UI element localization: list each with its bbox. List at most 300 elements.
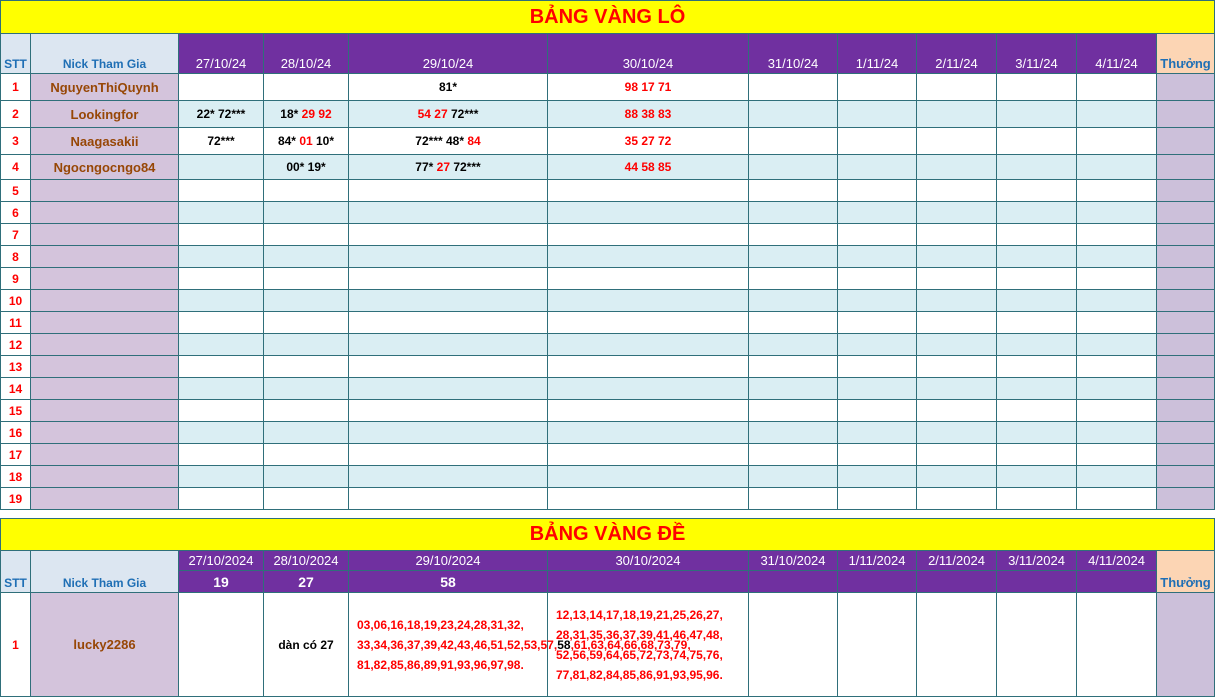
de-cell-value: 03,06,16,18,19,23,24,28,31,32, <box>357 617 524 632</box>
de-cell-value: 81,82,85,86,89,91,93,96,97,98. <box>357 657 524 672</box>
de-result: 58 <box>349 571 548 593</box>
de-date-header: 3/11/2024 <box>997 551 1077 571</box>
lo-cell <box>838 268 917 290</box>
lo-row-thuong <box>1157 312 1215 334</box>
lo-title: BẢNG VÀNG LÔ <box>1 1 1215 34</box>
lo-cell <box>548 246 749 268</box>
lo-cell <box>349 246 548 268</box>
lo-cell-value: 54 27 <box>417 107 451 121</box>
lo-cell <box>264 400 349 422</box>
lo-row-nick <box>31 466 179 488</box>
de-row-thuong <box>1157 593 1215 697</box>
lo-cell <box>838 290 917 312</box>
lo-row <box>1 422 1215 444</box>
lo-cell <box>838 202 917 224</box>
de-row <box>1 593 1215 697</box>
lo-cell <box>749 400 838 422</box>
lo-cell <box>349 101 548 128</box>
lo-cell <box>917 180 997 202</box>
lo-row-nick <box>31 312 179 334</box>
de-cell-value: 58 <box>557 637 571 652</box>
lo-cell <box>349 268 548 290</box>
lo-cell <box>264 246 349 268</box>
lo-cell <box>917 128 997 155</box>
lo-cell <box>548 268 749 290</box>
lo-cell <box>838 180 917 202</box>
lo-cell <box>349 290 548 312</box>
lo-cell <box>349 202 548 224</box>
lo-cell <box>264 101 349 128</box>
lo-cell <box>179 334 264 356</box>
lo-cell <box>349 444 548 466</box>
lo-cell <box>917 101 997 128</box>
de-cell-value: 53,57, <box>523 637 558 652</box>
de-date-header: 30/10/2024 <box>548 551 749 571</box>
lo-row-stt: 14 <box>1 378 31 400</box>
lo-cell <box>264 378 349 400</box>
lo-row-nick: NguyenThiQuynh <box>31 74 179 101</box>
lo-cell <box>179 268 264 290</box>
lo-cell <box>997 466 1077 488</box>
lo-cell <box>749 268 838 290</box>
lo-date-header: 3/11/24 <box>997 34 1077 74</box>
lo-row <box>1 180 1215 202</box>
lo-cell <box>838 334 917 356</box>
lo-cell <box>179 128 264 155</box>
de-row-stt: 1 <box>1 593 31 697</box>
lo-cell <box>548 180 749 202</box>
lo-cell-value: 72*** <box>450 160 481 174</box>
lo-row-stt: 17 <box>1 444 31 466</box>
de-date-header: 1/11/2024 <box>838 551 917 571</box>
lo-row-thuong <box>1157 378 1215 400</box>
de-date-header: 27/10/2024 <box>179 551 264 571</box>
lo-cell <box>749 155 838 180</box>
lo-cell <box>838 488 917 510</box>
lo-row <box>1 378 1215 400</box>
de-cell <box>749 593 838 697</box>
lo-date-header: 1/11/24 <box>838 34 917 74</box>
lo-row-nick <box>31 290 179 312</box>
lo-row-thuong <box>1157 202 1215 224</box>
lo-cell <box>548 334 749 356</box>
lo-cell <box>349 180 548 202</box>
lo-cell <box>997 400 1077 422</box>
lo-cell <box>997 378 1077 400</box>
lo-cell <box>838 74 917 101</box>
lo-cell <box>917 400 997 422</box>
lo-cell <box>179 312 264 334</box>
lo-cell <box>1077 488 1157 510</box>
lo-row-thuong <box>1157 488 1215 510</box>
lo-thuong-header: Thưởng <box>1157 34 1215 74</box>
lo-cell <box>548 312 749 334</box>
de-result <box>548 571 749 593</box>
lo-cell <box>179 488 264 510</box>
lo-date-header: 4/11/24 <box>1077 34 1157 74</box>
de-date-header: 4/11/2024 <box>1077 551 1157 571</box>
lo-row-nick <box>31 224 179 246</box>
lo-cell <box>917 334 997 356</box>
lo-cell-value: 84* <box>277 134 300 148</box>
lo-row-thuong <box>1157 290 1215 312</box>
lo-cell <box>179 466 264 488</box>
lo-row-stt: 13 <box>1 356 31 378</box>
lo-cell <box>179 378 264 400</box>
lo-cell <box>548 101 749 128</box>
lo-cell <box>749 334 838 356</box>
lo-row-thuong <box>1157 422 1215 444</box>
lo-row-stt: 1 <box>1 74 31 101</box>
lo-row-thuong <box>1157 444 1215 466</box>
lo-row-stt: 8 <box>1 246 31 268</box>
lo-cell-value: 18* <box>280 107 302 121</box>
lo-row-thuong <box>1157 128 1215 155</box>
lo-cell <box>349 466 548 488</box>
lo-cell <box>917 246 997 268</box>
lo-row-thuong <box>1157 246 1215 268</box>
de-cell-value: ,61,63,64,66,68,73,79, <box>570 637 691 652</box>
lo-cell <box>1077 400 1157 422</box>
lo-cell <box>838 155 917 180</box>
lo-cell <box>1077 466 1157 488</box>
lo-cell <box>349 224 548 246</box>
lo-cell <box>838 356 917 378</box>
lo-row <box>1 356 1215 378</box>
de-cell-value: 33,34,36,37,39,42,43,46,51,52, <box>357 637 524 652</box>
lo-cell <box>548 378 749 400</box>
lo-row-stt: 12 <box>1 334 31 356</box>
lo-row-nick <box>31 422 179 444</box>
lo-row <box>1 400 1215 422</box>
lo-cell <box>179 101 264 128</box>
lo-cell <box>264 202 349 224</box>
de-result <box>838 571 917 593</box>
lo-row <box>1 101 1215 128</box>
lo-cell <box>917 488 997 510</box>
lo-cell <box>749 74 838 101</box>
de-stt-header: STT <box>1 551 31 593</box>
lo-cell <box>838 422 917 444</box>
lo-cell <box>917 466 997 488</box>
lo-cell <box>1077 334 1157 356</box>
lo-cell <box>264 290 349 312</box>
de-table <box>0 518 1215 697</box>
lo-cell <box>548 488 749 510</box>
lo-row-stt: 4 <box>1 155 31 180</box>
lo-cell <box>749 488 838 510</box>
lo-cell <box>838 246 917 268</box>
lo-cell <box>179 180 264 202</box>
lo-cell <box>997 268 1077 290</box>
lo-date-header: 30/10/24 <box>548 34 749 74</box>
lo-row <box>1 268 1215 290</box>
lo-row-stt: 7 <box>1 224 31 246</box>
lo-cell <box>997 422 1077 444</box>
lo-cell <box>749 356 838 378</box>
lo-row-nick <box>31 180 179 202</box>
lo-cell-value: 29 92 <box>301 107 332 121</box>
lo-cell <box>997 101 1077 128</box>
de-result <box>749 571 838 593</box>
lo-row <box>1 488 1215 510</box>
lo-row-stt: 5 <box>1 180 31 202</box>
lo-cell <box>997 128 1077 155</box>
lo-row-nick <box>31 356 179 378</box>
lo-date-header: 31/10/24 <box>749 34 838 74</box>
lo-cell <box>349 128 548 155</box>
lo-row-stt: 16 <box>1 422 31 444</box>
lo-row-stt: 19 <box>1 488 31 510</box>
de-cell <box>997 593 1077 697</box>
lo-cell <box>264 224 349 246</box>
lo-cell <box>838 400 917 422</box>
lo-cell-value: 72*** <box>451 107 479 121</box>
lo-row-nick: Naagasakii <box>31 128 179 155</box>
lo-row-stt: 11 <box>1 312 31 334</box>
lo-cell <box>917 74 997 101</box>
lo-row <box>1 466 1215 488</box>
lo-cell <box>179 400 264 422</box>
lo-row <box>1 312 1215 334</box>
lo-row-nick <box>31 400 179 422</box>
lo-cell-value: 98 17 71 <box>624 80 672 94</box>
lo-cell <box>997 246 1077 268</box>
lo-row-thuong <box>1157 155 1215 180</box>
lo-row-stt: 9 <box>1 268 31 290</box>
lo-cell <box>548 74 749 101</box>
lo-row-nick <box>31 268 179 290</box>
de-title: BẢNG VÀNG ĐỀ <box>1 519 1215 551</box>
de-cell-value: 12,13,14,17,18,19,21,25,26,27, <box>556 607 723 622</box>
lo-cell-value: 77* <box>415 160 437 174</box>
lo-cell <box>917 155 997 180</box>
lo-cell <box>548 155 749 180</box>
lo-cell <box>1077 378 1157 400</box>
lo-cell <box>917 268 997 290</box>
lo-cell <box>749 422 838 444</box>
lo-cell <box>349 378 548 400</box>
de-cell-value: dàn có 27 <box>278 637 334 652</box>
de-cell-value: 28,31,35,36,37,39,41,46,47,48, <box>556 627 723 642</box>
lo-cell <box>749 444 838 466</box>
lo-cell <box>1077 444 1157 466</box>
lo-cell <box>179 444 264 466</box>
lo-cell <box>997 312 1077 334</box>
lo-cell-value: 01 <box>299 134 313 148</box>
lo-cell <box>264 422 349 444</box>
lo-cell <box>264 180 349 202</box>
lo-row-thuong <box>1157 101 1215 128</box>
lo-cell <box>749 128 838 155</box>
lo-row-stt: 15 <box>1 400 31 422</box>
de-cell-value: 52,56,59,64,65,72,73,74,75,76, <box>556 647 723 662</box>
lo-cell <box>997 334 1077 356</box>
lo-cell <box>749 312 838 334</box>
lo-cell <box>179 356 264 378</box>
lo-cell <box>749 101 838 128</box>
lo-cell <box>179 246 264 268</box>
lo-cell <box>1077 74 1157 101</box>
lo-cell-value: 81* <box>438 80 458 94</box>
lo-row-thuong <box>1157 224 1215 246</box>
lo-row <box>1 74 1215 101</box>
lo-cell <box>838 312 917 334</box>
lo-cell <box>1077 290 1157 312</box>
lo-row-thuong <box>1157 400 1215 422</box>
lo-cell <box>917 290 997 312</box>
lo-cell <box>1077 128 1157 155</box>
lo-row-stt: 3 <box>1 128 31 155</box>
lo-cell <box>749 378 838 400</box>
lo-date-header: 27/10/24 <box>179 34 264 74</box>
lo-cell <box>264 268 349 290</box>
lo-cell <box>1077 180 1157 202</box>
lo-cell <box>548 202 749 224</box>
lo-cell <box>264 356 349 378</box>
lo-row-stt: 2 <box>1 101 31 128</box>
lo-cell <box>548 444 749 466</box>
lo-cell <box>264 444 349 466</box>
lo-date-header: 28/10/24 <box>264 34 349 74</box>
lo-row-nick <box>31 378 179 400</box>
lo-cell <box>548 400 749 422</box>
lo-cell <box>997 202 1077 224</box>
lo-cell <box>838 444 917 466</box>
lo-cell <box>179 290 264 312</box>
lo-row-nick <box>31 334 179 356</box>
lo-row-nick <box>31 246 179 268</box>
lo-cell <box>264 488 349 510</box>
lo-row <box>1 155 1215 180</box>
lo-cell <box>264 128 349 155</box>
lo-cell <box>838 224 917 246</box>
lo-cell <box>1077 312 1157 334</box>
lo-row <box>1 224 1215 246</box>
lo-cell <box>548 290 749 312</box>
lo-cell <box>917 224 997 246</box>
lo-cell <box>349 334 548 356</box>
de-result <box>917 571 997 593</box>
lo-cell <box>838 101 917 128</box>
lo-cell <box>749 224 838 246</box>
lo-cell <box>1077 101 1157 128</box>
lo-cell-value: 84 <box>467 134 481 148</box>
lo-row <box>1 202 1215 224</box>
lo-cell-value: 88 38 83 <box>624 107 672 121</box>
de-cell <box>264 593 349 697</box>
lo-row <box>1 334 1215 356</box>
lo-row <box>1 290 1215 312</box>
de-cell <box>179 593 264 697</box>
lo-cell <box>838 378 917 400</box>
lo-cell <box>1077 155 1157 180</box>
lo-row <box>1 128 1215 155</box>
lo-cell <box>179 74 264 101</box>
lo-row <box>1 444 1215 466</box>
lo-row <box>1 246 1215 268</box>
lo-date-header: 2/11/24 <box>917 34 997 74</box>
lo-cell <box>749 290 838 312</box>
lo-cell <box>179 202 264 224</box>
lo-cell <box>179 155 264 180</box>
lo-row-stt: 6 <box>1 202 31 224</box>
de-row-nick: lucky2286 <box>31 593 179 697</box>
lo-row-thuong <box>1157 466 1215 488</box>
lo-cell <box>264 312 349 334</box>
lo-cell <box>997 74 1077 101</box>
lo-cell <box>179 224 264 246</box>
de-date-header: 28/10/2024 <box>264 551 349 571</box>
lo-cell <box>349 356 548 378</box>
lo-cell <box>1077 356 1157 378</box>
lo-cell <box>349 488 548 510</box>
de-result <box>997 571 1077 593</box>
de-date-header: 29/10/2024 <box>349 551 548 571</box>
lo-cell <box>749 246 838 268</box>
de-cell <box>838 593 917 697</box>
lo-cell <box>997 356 1077 378</box>
lo-row-thuong <box>1157 356 1215 378</box>
lo-cell <box>179 422 264 444</box>
lo-cell <box>264 466 349 488</box>
lo-cell <box>264 155 349 180</box>
de-date-header: 31/10/2024 <box>749 551 838 571</box>
lo-cell <box>997 224 1077 246</box>
de-cell <box>917 593 997 697</box>
lo-cell-value: 35 27 72 <box>624 134 672 148</box>
lo-row-nick: Lookingfor <box>31 101 179 128</box>
de-result <box>1077 571 1157 593</box>
lo-row-nick <box>31 202 179 224</box>
lo-cell <box>548 466 749 488</box>
lo-cell <box>548 128 749 155</box>
de-cell-value: 77,81,82,84,85,86,91,93,95,96. <box>556 667 723 682</box>
lo-cell-value: 44 58 85 <box>624 160 672 174</box>
lo-cell <box>1077 224 1157 246</box>
lo-cell <box>349 422 548 444</box>
de-result: 19 <box>179 571 264 593</box>
lo-cell <box>749 466 838 488</box>
lo-cell <box>997 180 1077 202</box>
lo-row-thuong <box>1157 180 1215 202</box>
de-date-header: 2/11/2024 <box>917 551 997 571</box>
lo-row-stt: 10 <box>1 290 31 312</box>
de-thuong-header: Thưởng <box>1157 551 1215 593</box>
lo-cell <box>997 290 1077 312</box>
lo-cell <box>917 444 997 466</box>
lo-cell <box>349 312 548 334</box>
de-result: 27 <box>264 571 349 593</box>
lo-date-header: 29/10/24 <box>349 34 548 74</box>
lo-row-thuong <box>1157 334 1215 356</box>
lo-cell <box>1077 422 1157 444</box>
lo-row-thuong <box>1157 74 1215 101</box>
lo-cell <box>838 128 917 155</box>
lo-cell <box>264 74 349 101</box>
lo-cell <box>349 155 548 180</box>
lo-cell <box>997 444 1077 466</box>
lo-cell <box>749 202 838 224</box>
lo-cell-value: 72*** 48* <box>415 134 468 148</box>
lo-cell <box>548 356 749 378</box>
lo-cell <box>917 378 997 400</box>
lo-cell-value: 10* <box>312 134 335 148</box>
lo-row-nick <box>31 444 179 466</box>
lo-cell <box>349 400 548 422</box>
lo-cell <box>997 488 1077 510</box>
lo-cell <box>548 422 749 444</box>
